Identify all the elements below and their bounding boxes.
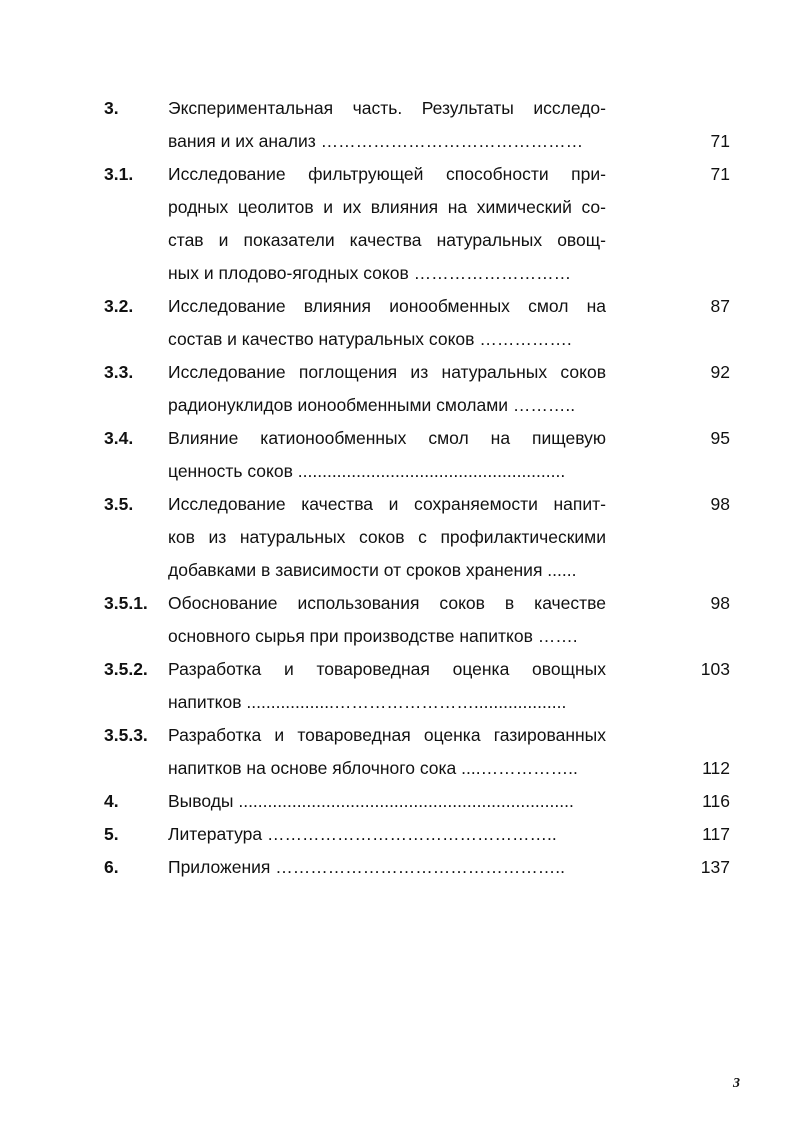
toc-entry-title	[168, 422, 606, 488]
toc-entry-title-line: ных и плодово-ягодных соков ………………………	[168, 263, 572, 283]
toc-entry	[104, 92, 744, 158]
toc-entry	[104, 719, 744, 785]
toc-entry	[104, 290, 744, 356]
toc-entry	[104, 488, 744, 587]
toc-entry-number: 6.	[104, 857, 119, 877]
toc-entry-title-line: Влияние катионообменных смол на пищевую	[168, 428, 606, 448]
toc-entry-title-line: состав и качество натуральных соков …………….	[168, 329, 572, 349]
toc-entry-number: 3.3.	[104, 362, 134, 382]
toc-entry-title	[168, 92, 606, 158]
toc-entry-page: 95	[710, 428, 730, 448]
toc-entry-title-line: напитков на основе яблочного сока ....……………..	[168, 758, 578, 778]
toc-entry-title	[168, 587, 606, 653]
toc-entry-title-line: Исследование качества и сохраняемости напит-	[168, 494, 606, 514]
toc-entry-page: 112	[702, 758, 730, 778]
toc-entry-title-line: вания и их анализ ………………………………………	[168, 131, 584, 151]
toc-entry-title-line: родных цеолитов и их влияния на химический со-	[168, 197, 606, 217]
toc-entry-title-line: Выводы .....................................................................	[168, 791, 574, 811]
toc-entry-page: 71	[710, 164, 730, 184]
toc-entry-page: 103	[700, 659, 730, 679]
toc-entry-title-line: Исследование фильтрующей способности при-	[168, 164, 606, 184]
toc-entry	[104, 818, 744, 851]
toc-entry-title-line: напитков ..................……………………...................	[168, 692, 567, 712]
toc-entry-number: 3.1.	[104, 164, 134, 184]
toc-entry-title-line: став и показатели качества натуральных овощ-	[168, 230, 606, 250]
toc-entry-title	[168, 785, 606, 818]
toc-entry	[104, 851, 744, 884]
toc-entry-page: 71	[710, 131, 730, 151]
toc-entry-number: 5.	[104, 824, 119, 844]
toc-entry-title-line: добавками в зависимости от сроков хранения ......	[168, 560, 577, 580]
toc-entry	[104, 653, 744, 719]
toc-entry-title-line: Исследование поглощения из натуральных соков	[168, 362, 606, 382]
toc-entry-number: 3.4.	[104, 428, 134, 448]
toc-entry-page: 92	[710, 362, 730, 382]
toc-entry-title-line: ценность соков .......................................................	[168, 461, 566, 481]
toc-entry-number: 3.5.3.	[104, 725, 148, 745]
toc-entry-title-line: основного сырья при производстве напитков …….	[168, 626, 578, 646]
toc-entry-page: 87	[710, 296, 730, 316]
toc-entry-title	[168, 653, 606, 719]
toc-entry-number: 3.2.	[104, 296, 134, 316]
toc-entry-title-line: радионуклидов ионообменными смолами ………..	[168, 395, 576, 415]
toc-entry	[104, 356, 744, 422]
toc-entry-page: 116	[702, 791, 730, 811]
table-of-contents	[104, 92, 744, 884]
toc-entry	[104, 422, 744, 488]
toc-entry-title-line: Литература …………………………………………..	[168, 824, 557, 844]
toc-entry	[104, 785, 744, 818]
toc-entry-title	[168, 818, 606, 851]
toc-entry-title	[168, 851, 606, 884]
toc-entry	[104, 158, 744, 290]
toc-entry-number: 4.	[104, 791, 119, 811]
toc-entry-title	[168, 290, 606, 356]
toc-entry-title	[168, 356, 606, 422]
toc-entry-number: 3.5.	[104, 494, 134, 514]
toc-entry-title-line: Исследование влияния ионообменных смол на	[168, 296, 606, 316]
toc-entry-page: 98	[710, 494, 730, 514]
toc-entry-title-line: Разработка и товароведная оценка овощных	[168, 659, 606, 679]
toc-entry-page: 137	[700, 857, 730, 877]
toc-entry-number: 3.	[104, 98, 119, 118]
toc-entry-title-line: ков из натуральных соков с профилактическими	[168, 527, 606, 547]
toc-entry	[104, 587, 744, 653]
toc-entry-title-line: Обоснование использования соков в качестве	[168, 593, 606, 613]
toc-entry-number: 3.5.2.	[104, 659, 148, 679]
toc-entry-page: 117	[702, 824, 730, 844]
toc-entry-title-line: Приложения …………………………………………..	[168, 857, 565, 877]
toc-entry-number: 3.5.1.	[104, 593, 148, 613]
toc-entry-title-line: Экспериментальная часть. Результаты исследо-	[168, 98, 606, 118]
toc-entry-title-line: Разработка и товароведная оценка газированных	[168, 725, 606, 745]
toc-entry-page: 98	[710, 593, 730, 613]
toc-entry-title	[168, 719, 606, 785]
toc-entry-title	[168, 488, 606, 587]
toc-entry-title	[168, 158, 606, 290]
page-number: 3	[733, 1076, 740, 1091]
